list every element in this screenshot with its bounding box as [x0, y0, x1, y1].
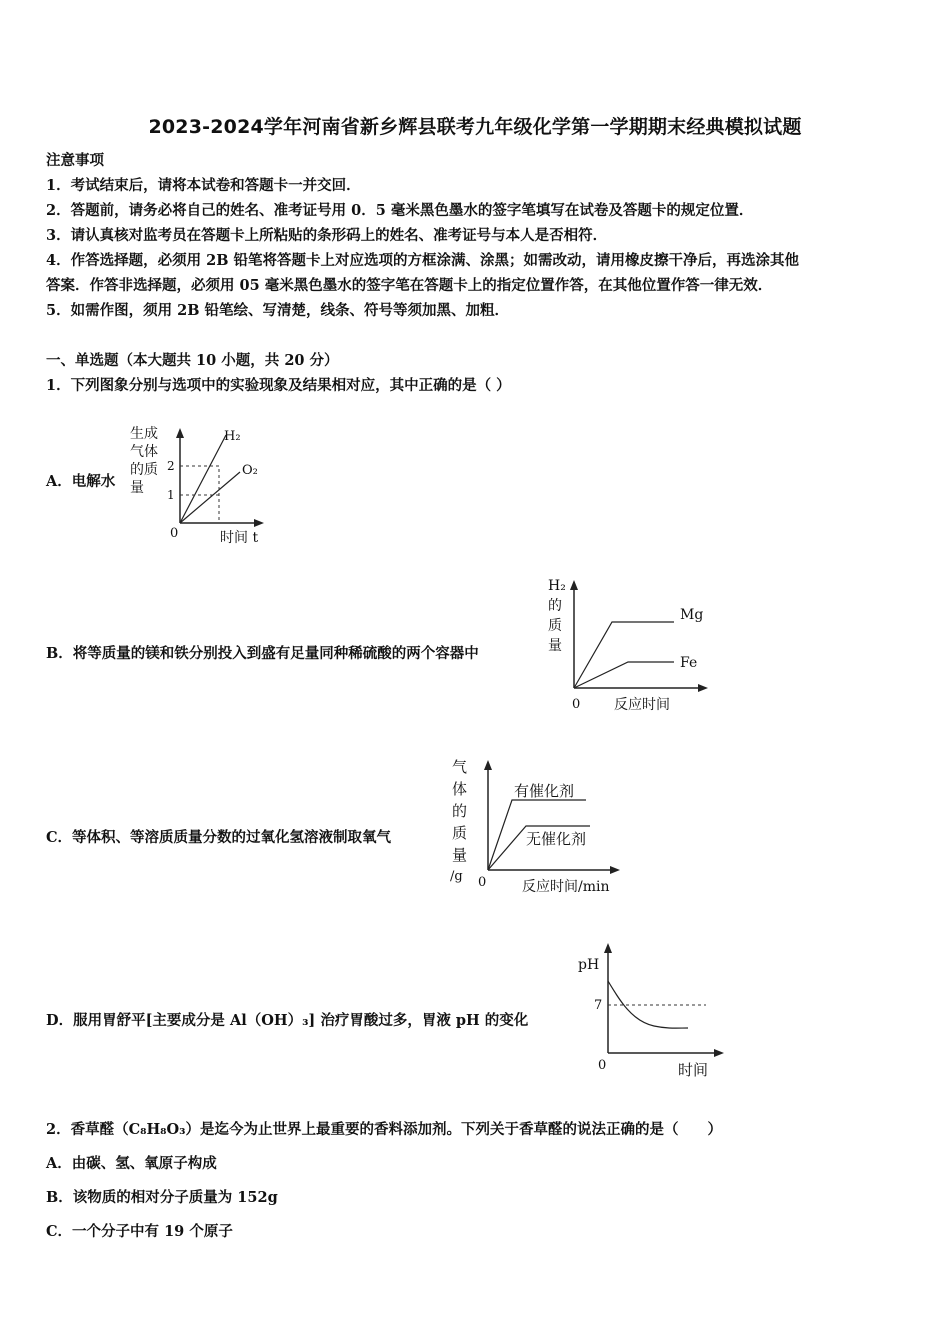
h2-line	[180, 435, 226, 523]
y-label-line: 量	[130, 480, 144, 496]
notice-item: 5．如需作图，须用 2B 铅笔绘、写清楚，线条、符号等须加黑、加粗．	[46, 302, 510, 319]
y-label-line: 质	[452, 824, 468, 842]
y-label: pH	[578, 957, 600, 973]
fe-line	[574, 662, 674, 688]
q2-option-c: C．一个分子中有 19 个原子	[46, 1223, 233, 1240]
q1-option-c: C．等体积、等溶质质量分数的过氧化氢溶液制取氧气	[46, 829, 392, 846]
mg-label: Mg	[680, 607, 704, 623]
h2-label: H₂	[224, 429, 241, 444]
with-catalyst-label: 有催化剂	[514, 782, 575, 800]
q1-option-b: B．将等质量的镁和铁分别投入到盛有足量同种稀硫酸的两个容器中	[46, 645, 479, 662]
y-label-line: 气	[452, 758, 468, 776]
question-1-stem: 1．下列图象分别与选项中的实验现象及结果相对应，其中正确的是（ ）	[46, 377, 511, 394]
y-label-line: 体	[452, 780, 468, 798]
tick-label-1: 1	[167, 488, 175, 502]
y-axis-arrow	[604, 943, 612, 953]
x-label: 时间	[678, 1061, 709, 1079]
q1-option-d: D．服用胃舒平[主要成分是 Al（OH）₃] 治疗胃酸过多，胃液 pH 的变化	[46, 1012, 529, 1029]
notice-heading: 注意事项	[46, 152, 104, 169]
graph-catalyst	[440, 752, 640, 900]
origin-label: 0	[170, 526, 179, 541]
graph-ph	[570, 935, 740, 1085]
x-label: 反应时间	[614, 697, 670, 713]
tick-label-7: 7	[594, 998, 603, 1013]
x-label: 时间 t	[220, 530, 259, 546]
mg-line	[574, 622, 674, 688]
y-label-line: H₂	[548, 578, 566, 594]
x-axis-arrow	[254, 519, 264, 527]
notice-item: 答案．作答非选择题，必须用 05 毫米黑色墨水的签字笔在答题卡上的指定位置作答，在其他位置作答一律无效．	[46, 277, 773, 294]
x-axis-arrow	[714, 1049, 724, 1057]
section-heading: 一、单选题（本大题共 10 小题，共 20 分）	[46, 352, 339, 369]
o2-line	[180, 472, 240, 523]
y-label-line: 的	[452, 802, 468, 820]
x-axis-arrow	[698, 684, 708, 692]
y-axis-arrow	[484, 760, 492, 770]
fe-label: Fe	[680, 655, 698, 671]
graph-mg-fe	[540, 570, 720, 718]
y-axis-arrow	[570, 580, 578, 590]
notice-item: 3．请认真核对监考员在答题卡上所粘贴的条形码上的姓名、准考证号与本人是否相符．	[46, 227, 608, 244]
origin-label: 0	[572, 697, 581, 712]
notice-item: 2．答题前，请务必将自己的姓名、准考证号用 0．5 毫米黑色墨水的签字笔填写在试卷及答题卡的规定位置．	[46, 202, 754, 219]
y-label-line: 生成	[130, 426, 158, 442]
notice-item: 4．作答选择题，必须用 2B 铅笔将答题卡上对应选项的方框涂满、涂黑；如需改动，请用橡皮擦干净后，再选涂其他	[46, 252, 800, 269]
without-catalyst-label: 无催化剂	[526, 830, 587, 848]
notice-item: 1．考试结束后，请将本试卷和答题卡一并交回．	[46, 177, 361, 194]
y-label-line: 质	[548, 618, 562, 634]
y-label-line: 气体	[130, 444, 158, 460]
y-axis-arrow	[176, 428, 184, 438]
q1-option-a: A．电解水	[46, 473, 116, 490]
y-label-line: 的	[548, 598, 562, 614]
q2-option-b: B．该物质的相对分子质量为 152g	[46, 1189, 278, 1206]
x-axis-arrow	[610, 866, 620, 874]
q2-option-a: A．由碳、氢、氧原子构成	[46, 1155, 217, 1172]
graph-electrolysis	[120, 420, 280, 550]
origin-label: 0	[478, 875, 487, 890]
x-label: 反应时间/min	[522, 879, 610, 895]
y-label-line: 量	[452, 846, 468, 864]
y-label-line: 量	[548, 638, 562, 654]
y-label-line: /g	[450, 869, 463, 884]
page-title: 2023-2024学年河南省新乡辉县联考九年级化学第一学期期末经典模拟试题	[148, 116, 802, 138]
question-2-stem: 2．香草醛（C₈H₈O₃）是迄今为止世界上最重要的香料添加剂。下列关于香草醛的说法正确的是（ ）	[46, 1121, 723, 1138]
tick-label-2: 2	[167, 459, 175, 473]
y-label-line: 的质	[130, 462, 158, 478]
origin-label: 0	[598, 1058, 607, 1073]
o2-label: O₂	[242, 463, 258, 478]
